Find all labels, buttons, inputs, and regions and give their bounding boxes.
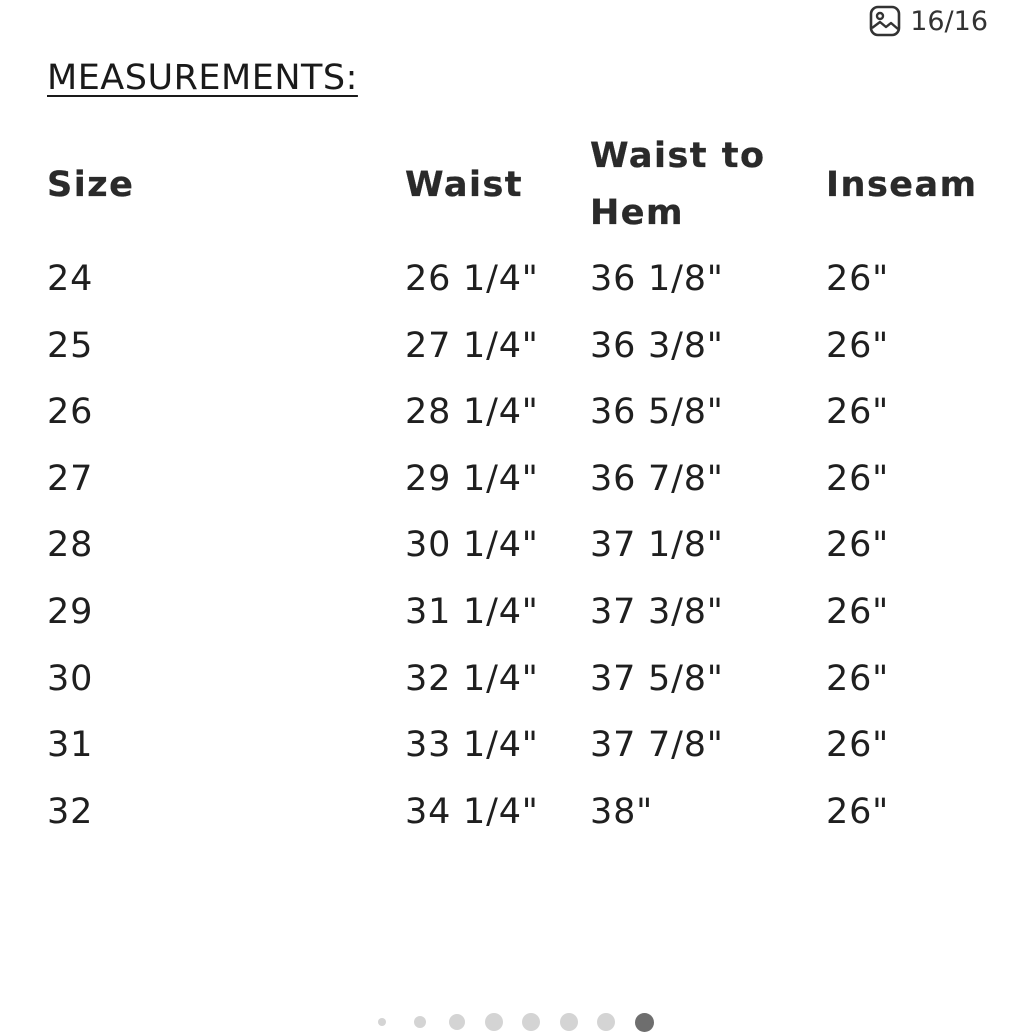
pager-dot[interactable]	[560, 1013, 578, 1031]
cell-waist: 30 1/4"	[405, 525, 539, 565]
cell-inseam: 26"	[826, 792, 890, 832]
cell-waist-to-hem: 37 3/8"	[590, 592, 724, 632]
pager-dot[interactable]	[449, 1014, 465, 1030]
pager-dot-active[interactable]	[635, 1013, 654, 1032]
cell-waist: 28 1/4"	[405, 392, 539, 432]
cell-waist-to-hem: 37 7/8"	[590, 725, 724, 765]
image-counter	[868, 4, 988, 38]
measurements-title: MEASUREMENTS:	[47, 58, 358, 98]
cell-inseam: 26"	[826, 659, 890, 699]
cell-inseam: 26"	[826, 259, 890, 299]
column-header-inseam: Inseam	[826, 165, 978, 205]
cell-waist-to-hem: 38"	[590, 792, 654, 832]
pager-dot[interactable]	[485, 1013, 503, 1031]
cell-waist-to-hem: 37 5/8"	[590, 659, 724, 699]
cell-size: 29	[47, 592, 94, 632]
carousel-pager	[0, 1008, 1026, 1032]
column-header-size: Size	[47, 165, 135, 205]
cell-size: 32	[47, 792, 94, 832]
column-header-waist: Waist	[405, 165, 524, 205]
pager-dot[interactable]	[414, 1016, 426, 1028]
cell-waist: 26 1/4"	[405, 259, 539, 299]
cell-inseam: 26"	[826, 392, 890, 432]
cell-size: 28	[47, 525, 94, 565]
pager-dot[interactable]	[597, 1013, 615, 1031]
cell-waist-to-hem: 36 1/8"	[590, 259, 724, 299]
cell-waist-to-hem: 37 1/8"	[590, 525, 724, 565]
pager-dot[interactable]	[378, 1018, 386, 1026]
cell-waist: 32 1/4"	[405, 659, 539, 699]
cell-inseam: 26"	[826, 725, 890, 765]
cell-inseam: 26"	[826, 459, 890, 499]
image-counter-text: 16/16	[910, 5, 988, 37]
cell-inseam: 26"	[826, 592, 890, 632]
cell-inseam: 26"	[826, 525, 890, 565]
cell-waist: 29 1/4"	[405, 459, 539, 499]
cell-size: 31	[47, 725, 94, 765]
cell-size: 30	[47, 659, 94, 699]
cell-waist-to-hem: 36 7/8"	[590, 459, 724, 499]
cell-waist: 31 1/4"	[405, 592, 539, 632]
cell-size: 27	[47, 459, 94, 499]
cell-inseam: 26"	[826, 326, 890, 366]
cell-waist-to-hem: 36 5/8"	[590, 392, 724, 432]
cell-waist: 34 1/4"	[405, 792, 539, 832]
image-icon	[868, 4, 902, 38]
cell-waist: 33 1/4"	[405, 725, 539, 765]
cell-waist-to-hem: 36 3/8"	[590, 326, 724, 366]
cell-size: 26	[47, 392, 94, 432]
column-header-waist-to-hem-line1: Waist to	[590, 136, 766, 176]
cell-size: 25	[47, 326, 94, 366]
cell-size: 24	[47, 259, 94, 299]
column-header-waist-to-hem-line2: Hem	[590, 193, 684, 233]
cell-waist: 27 1/4"	[405, 326, 539, 366]
pager-dot[interactable]	[522, 1013, 540, 1031]
